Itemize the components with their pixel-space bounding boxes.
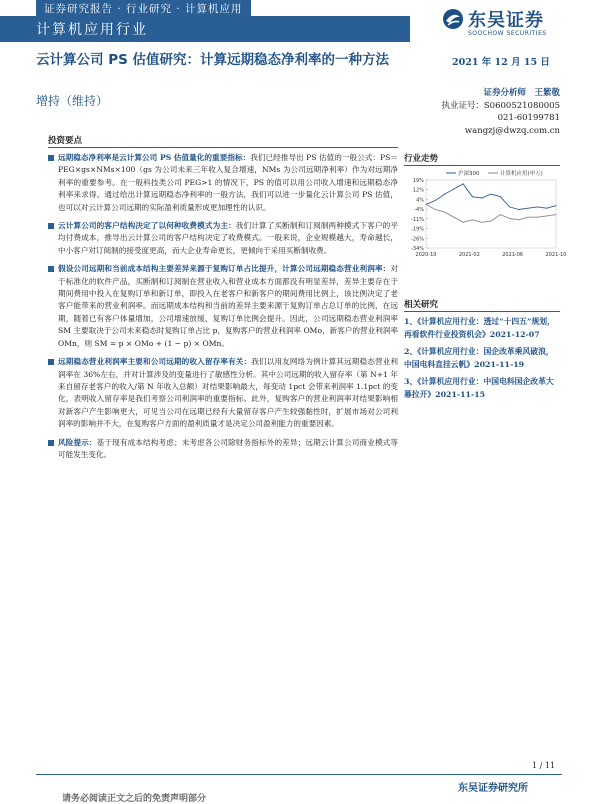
point-lead: 风险提示： bbox=[58, 437, 97, 447]
x-tick-label: 2021-02 bbox=[458, 252, 480, 258]
bullet-icon bbox=[48, 266, 54, 272]
series-point bbox=[463, 183, 464, 184]
series-point bbox=[481, 198, 482, 199]
key-points-heading: 投资要点 bbox=[48, 136, 83, 146]
series-point bbox=[500, 214, 501, 215]
trend-chart bbox=[404, 166, 567, 262]
related-heading: 相关研究 bbox=[404, 300, 439, 310]
series-point bbox=[528, 217, 529, 218]
report-date: 2021 年 12 月 15 日 bbox=[452, 57, 550, 68]
series-point bbox=[453, 189, 454, 190]
point-body: 我们计算了买断制和订阅制两种模式下客户的平均付费成本，推导出云计算公司的客户结构决定了收费模式。一般来说，企业规模越大，寿命越长，中小客户对订阅制的接受度更高，而大企业寿命更长，更倾向于采用买断制收费。 bbox=[58, 221, 398, 255]
series-point bbox=[546, 215, 547, 216]
series-point bbox=[491, 221, 492, 222]
y-tick-label: -4% bbox=[414, 207, 424, 214]
series-point bbox=[472, 219, 473, 220]
series-point bbox=[518, 209, 519, 210]
series-point bbox=[435, 200, 436, 201]
related-item[interactable]: 1、《计算机应用行业：透过“十四五”规划，再看软件行业投资机会》2021-12-07 bbox=[404, 317, 555, 339]
series-point bbox=[537, 206, 538, 207]
series-point bbox=[518, 219, 519, 220]
point-lead: 假设公司远期和当前成本结构主要差异来源于复购订单占比提升，计算公司远期稳态营业利润率： bbox=[58, 264, 391, 274]
key-point-5 bbox=[48, 437, 398, 462]
footer-rule bbox=[36, 774, 562, 775]
key-points-list bbox=[48, 152, 398, 467]
point-body: 对于标准化的软件产品，买断制和订阅制在营业收入和营业成本方面都没有明显差异，差异主要存在于期间费用中投入在复购订单和新订单，即投入在老客户和新客户的期间费用比例上，该比例决定了老客户能带来的营业利润率。而远期成本结构和当前的差异主要来源于复购订单占总订单的比例，在远期，随着已有客户体量增加，公司增速放缓，复购订单比例会提升。因此，公司远期稳态营业利润率 SM 主要取决于公司未来稳态时复购订单占比 p，复购客户的营业利润率 OMo，新客户的营业利润率 OMn，则 SM = p × OMo + (1 − p) × OMn。 bbox=[58, 264, 398, 348]
series-point bbox=[491, 194, 492, 195]
bullet-icon bbox=[48, 440, 54, 446]
footer-company: 东吴证券研究所 bbox=[458, 783, 528, 794]
trend-chart-svg bbox=[404, 166, 567, 262]
plot-frame bbox=[426, 180, 556, 248]
y-tick-label: 19% bbox=[412, 178, 424, 184]
y-tick-label: -26% bbox=[411, 236, 424, 243]
brand-logo bbox=[442, 6, 582, 42]
y-tick-label: -19% bbox=[411, 226, 424, 233]
industry-title: 计算机应用行业 bbox=[36, 22, 148, 38]
logo-text: 东吴证券 bbox=[468, 10, 544, 31]
key-point-4 bbox=[48, 356, 398, 430]
point-lead: 远期稳态净利率是云计算公司 PS 估值量化的重要指标： bbox=[58, 153, 251, 162]
key-point-1 bbox=[48, 152, 398, 214]
series-point bbox=[537, 217, 538, 218]
related-rule bbox=[404, 311, 560, 312]
series-point bbox=[556, 214, 557, 215]
legend-label-1: 沪深300 bbox=[458, 171, 480, 177]
bullet-icon bbox=[48, 155, 54, 161]
analyst-email[interactable]: wangzj@dwzq.com.cn bbox=[464, 125, 560, 136]
report-title: 云计算公司 PS 估值研究：计算远期稳态净利率的一种方法 bbox=[36, 52, 390, 68]
x-tick-label: 2021-06 bbox=[502, 252, 524, 258]
y-tick-label: 4% bbox=[416, 197, 424, 204]
series-point bbox=[435, 209, 436, 210]
key-points-rule bbox=[48, 147, 398, 148]
related-list bbox=[404, 315, 560, 405]
series-point bbox=[463, 222, 464, 223]
point-body: 我们已经推导出 PS 估值的一般公式：PS＝PEG×gs×NMs×100（gs 为公司未来三年收入复合增速，NMs 为公司远期净利率）作为对远期净利率的重要参考。在一般科技类公司 PEG>1 的情况下，PS 的值可以用公司收入增速和远期稳态净利率来求得。通过给出计算远期稳态净利率的一般方法，我们可以进一步量化云计算公司 PS 估值，也可以对云计算公司远期的实际盈利质量形成更加理性的认识。 bbox=[58, 153, 398, 212]
y-tick-label: -34% bbox=[411, 246, 424, 252]
series-point bbox=[444, 194, 445, 195]
trend-heading: 行业走势 bbox=[404, 154, 439, 164]
logo-mark-icon bbox=[442, 8, 464, 30]
point-body: 我们以用友网络为例计算其远期稳态营业利润率在 36%左右，并对计算涉及的变量进行了敏感性分析。其中公司远期的收入留存率（第 N+1 年来自留存老客户的收入/第 N 年收入总额）对结果影响最大，每变动 1pct 会带来利润率 1.1pct 的变化，表明收入留存率是我们考察公司利润率的重要指标。此外，复购客户的营业利润率对结果影响相对新客户产生影响更大，可见当公司在远期已经有大量留存客户产生较强黏性时，扩展市场对公司利润率的影响并不大，在复购客户方面的盈利质量才是决定公司盈利能力的重要因素。 bbox=[58, 357, 399, 429]
series-point bbox=[528, 208, 529, 209]
related-item[interactable]: 2、《计算机应用行业：国企改革乘风破浪，中国电科直挂云帆》2021-11-19 bbox=[404, 347, 554, 369]
series-point bbox=[509, 218, 510, 219]
legend-label-2: 计算机应用(申万) bbox=[500, 171, 543, 177]
point-body: 基于现有成本结构考虑；未考虑各公司除财务指标外的差异；远期云计算公司商业模式等可能发生变化。 bbox=[58, 437, 398, 459]
series-point bbox=[481, 222, 482, 223]
key-point-2 bbox=[48, 220, 398, 257]
x-tick-label: 2020-10 bbox=[415, 252, 437, 258]
series-point bbox=[509, 206, 510, 207]
key-point-3 bbox=[48, 263, 398, 350]
point-lead: 远期稳态营业利润率主要和公司远期的收入留存率有关： bbox=[58, 357, 252, 367]
footer-disclaimer: 请务必阅读正文之后的免责声明部分 bbox=[62, 794, 207, 804]
analyst-name: 证券分析师 王紫敬 bbox=[483, 88, 560, 98]
related-item[interactable]: 3、《计算机应用行业：中国电科国企改革大幕拉开》2021-11-15 bbox=[404, 377, 554, 399]
analyst-block bbox=[440, 87, 560, 137]
series-point bbox=[500, 196, 501, 197]
logo-subtext: SOOCHOW SECURITIES bbox=[468, 30, 547, 37]
x-tick-label: 2021-10 bbox=[545, 252, 567, 258]
page-number: 1 / 11 bbox=[532, 761, 556, 770]
y-tick-label: -11% bbox=[411, 216, 424, 223]
analyst-phone: 021-60199781 bbox=[497, 113, 560, 123]
series-point bbox=[556, 205, 557, 206]
series-point bbox=[426, 204, 427, 205]
series-point bbox=[546, 208, 547, 209]
rating-label: 增持（维持） bbox=[36, 94, 109, 108]
y-tick-label: 12% bbox=[412, 187, 424, 194]
bullet-icon bbox=[48, 223, 54, 229]
bullet-icon bbox=[48, 359, 54, 365]
series-line-1 bbox=[426, 184, 556, 210]
category-line: 证券研究报告 · 行业研究 · 计算机应用 bbox=[36, 0, 251, 18]
series-point bbox=[444, 212, 445, 213]
series-point bbox=[453, 217, 454, 218]
point-lead: 云计算公司的客户结构决定了以何种收费模式为主： bbox=[58, 221, 236, 231]
analyst-cert: 执业证号：S0600521080005 bbox=[441, 100, 560, 111]
series-point bbox=[472, 196, 473, 197]
